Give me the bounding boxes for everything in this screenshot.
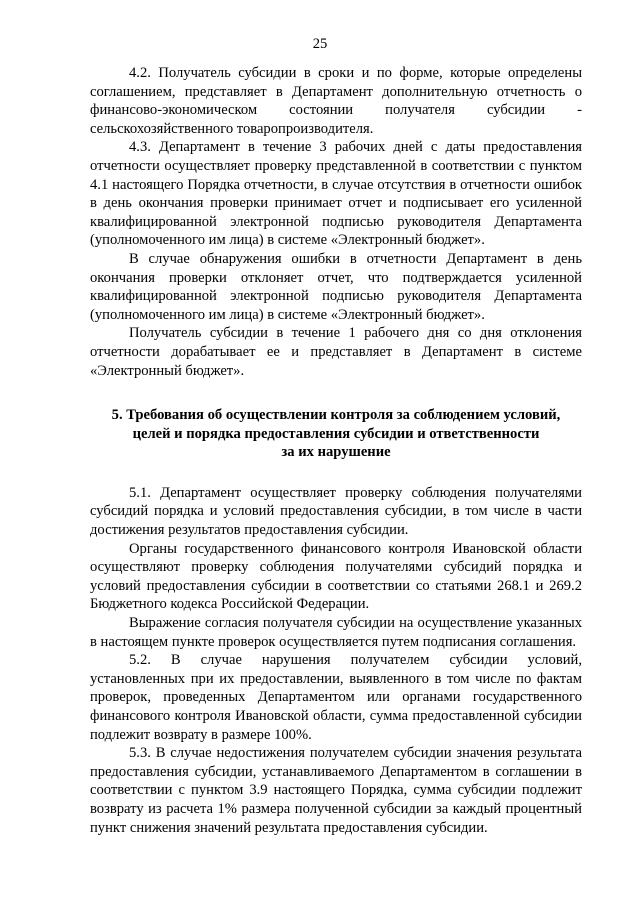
paragraph-4-3-rework: Получатель субсидии в течение 1 рабочего дня со дня отклонения отчетности дорабатывает ее и представляет в Департамент в системе «Электронный бюджет».	[90, 325, 582, 379]
paragraph-5-1-consent: Выражение согласия получателя субсидии на осуществление указанных в настоящем пункте проверок осуществляется путем подписания соглашения.	[90, 615, 582, 650]
document-body	[90, 64, 582, 837]
paragraph-5-2: 5.2. В случае нарушения получателем субсидии условий, установленных при их предоставлении, выявленного в том числе по фактам проверок, проведенных Департаментом или органами государственного финансового контроля Ивановской области, сумма предоставленной субсидии подлежит возврату в размере 100%.	[90, 652, 582, 743]
page-number: 25	[312, 36, 328, 52]
paragraph-4-3-error-case: В случае обнаружения ошибки в отчетности Департамент в день окончания проверки отклоняет отчет, что подтверждается усиленной квалифицированной электронной подписью руководителя Департамента (уполномоченного им лица) в системе «Электронный бюджет».	[90, 250, 582, 323]
paragraph-5-1-financial-control: Органы государственного финансового контроля Ивановской области осуществляют проверку соблюдения получателями субсидий порядка и условий предоставления субсидии в соответствии со статьями 268.1 и 269.2 Бюджетного кодекса Российской Федерации.	[90, 540, 582, 613]
paragraph-5-3: 5.3. В случае недостижения получателем субсидии значения результата предоставления субсидии, устанавливаемого Департаментом в соглашении в соответствии с пунктом 3.9 настоящего Порядка, сумма субсидии подлежит возврату из расчета 1% размера полученной субсидии за каждый процентный пункт снижения значений результата предоставления субсидии.	[90, 745, 582, 836]
section-5-heading-line-1: 5. Требования об осуществлении контроля за соблюдением условий,	[111, 407, 561, 424]
paragraph-4-3: 4.3. Департамент в течение 3 рабочих дней с даты предоставления отчетности осуществляет проверку представленной в соответствии с пунктом 4.1 настоящего Порядка отчетности, в случае отсутствия в отчетности ошибок в день окончания проверки принимает отчет и подписывает его усиленной квалифицированной электронной подписью руководителя Департамента (уполномоченного им лица) в системе «Электронный бюджет».	[90, 139, 582, 249]
paragraph-4-2: 4.2. Получатель субсидии в сроки и по форме, которые определены соглашением, представляет в Департамент дополнительную отчетность о финансово-экономическом состоянии получателя субсидии - сельскохозяйственного товаропроизводителя.	[90, 65, 582, 137]
section-5-heading	[90, 406, 582, 462]
section-5-heading-line-3: за их нарушение	[281, 444, 391, 461]
section-5-heading-line-2: целей и порядка предоставления субсидии и ответственности	[132, 425, 540, 442]
paragraph-5-1: 5.1. Департамент осуществляет проверку соблюдения получателями субсидий порядка и условий предоставления субсидии, в том числе в части достижения результатов предоставления субсидии.	[90, 484, 582, 539]
